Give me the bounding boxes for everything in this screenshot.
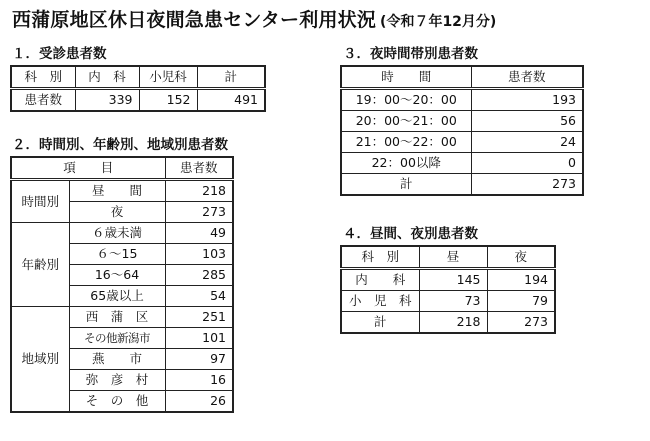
item-cell: そ の 他 bbox=[69, 391, 165, 413]
section-3-heading: ３．夜時間帯別患者数 bbox=[343, 46, 478, 62]
total-label: 計 bbox=[341, 174, 471, 196]
section-1-heading: １．受診患者数 bbox=[12, 46, 107, 62]
value-cell: 152 bbox=[139, 89, 197, 112]
header-cell: 計 bbox=[197, 66, 265, 89]
value-cell: 56 bbox=[471, 111, 583, 132]
header-cell: 時 間 bbox=[341, 66, 471, 89]
item-cell: 65歳以上 bbox=[69, 286, 165, 307]
value-cell: 339 bbox=[75, 89, 139, 112]
value-cell: 54 bbox=[165, 286, 233, 307]
title-text: 西蒲原地区休日夜間急患センター利用状況 bbox=[12, 9, 377, 31]
total-row bbox=[341, 312, 555, 334]
group-label: 地域別 bbox=[11, 307, 69, 413]
item-cell: 西 蒲 区 bbox=[69, 307, 165, 328]
value-cell: 145 bbox=[419, 269, 487, 291]
table-row bbox=[11, 89, 265, 112]
value-cell: 218 bbox=[165, 180, 233, 202]
header-cell: 昼 bbox=[419, 246, 487, 269]
header-cell: 夜 bbox=[487, 246, 555, 269]
table-header-row bbox=[341, 246, 555, 269]
day-night-table bbox=[340, 245, 556, 334]
outpatient-count-table bbox=[10, 65, 266, 112]
item-cell: 燕 市 bbox=[69, 349, 165, 370]
table-row bbox=[341, 291, 555, 312]
table-row bbox=[11, 307, 233, 328]
item-cell: 夜 bbox=[69, 202, 165, 223]
value-cell: 24 bbox=[471, 132, 583, 153]
time-cell: 22：00以降 bbox=[341, 153, 471, 174]
table-row bbox=[11, 223, 233, 244]
value-cell: 251 bbox=[165, 307, 233, 328]
value-cell: 97 bbox=[165, 349, 233, 370]
value-cell: 16 bbox=[165, 370, 233, 391]
table-row bbox=[341, 111, 583, 132]
department-cell: 小 児 科 bbox=[341, 291, 419, 312]
table-row bbox=[341, 89, 583, 111]
section-4-heading: ４．昼間、夜別患者数 bbox=[343, 226, 478, 242]
department-cell: 内 科 bbox=[341, 269, 419, 291]
group-label: 時間別 bbox=[11, 180, 69, 223]
value-cell: 26 bbox=[165, 391, 233, 413]
value-cell: 49 bbox=[165, 223, 233, 244]
period-text: (令和７年12月分) bbox=[380, 14, 497, 30]
table-row bbox=[341, 132, 583, 153]
total-value: 273 bbox=[487, 312, 555, 334]
total-row bbox=[341, 174, 583, 196]
header-cell: 患者数 bbox=[471, 66, 583, 89]
group-label: 年齢別 bbox=[11, 223, 69, 307]
item-cell: 昼 間 bbox=[69, 180, 165, 202]
header-cell: 内 科 bbox=[75, 66, 139, 89]
item-cell: その他新潟市 bbox=[69, 328, 165, 349]
time-cell: 19：00～20：00 bbox=[341, 89, 471, 111]
total-value: 273 bbox=[471, 174, 583, 196]
header-cell: 小児科 bbox=[139, 66, 197, 89]
value-cell: 79 bbox=[487, 291, 555, 312]
item-cell: 弥 彦 村 bbox=[69, 370, 165, 391]
value-cell: 285 bbox=[165, 265, 233, 286]
value-cell: 0 bbox=[471, 153, 583, 174]
item-cell: ６～15 bbox=[69, 244, 165, 265]
table-header-row bbox=[11, 157, 233, 180]
value-cell: 193 bbox=[471, 89, 583, 111]
breakdown-table bbox=[10, 156, 234, 413]
time-cell: 21：00～22：00 bbox=[341, 132, 471, 153]
item-cell: ６歳未満 bbox=[69, 223, 165, 244]
table-header-row bbox=[11, 66, 265, 89]
value-cell: 73 bbox=[419, 291, 487, 312]
page-title bbox=[12, 5, 496, 32]
table-row bbox=[341, 269, 555, 291]
value-cell: 101 bbox=[165, 328, 233, 349]
value-cell: 194 bbox=[487, 269, 555, 291]
row-label: 患者数 bbox=[11, 89, 75, 112]
value-cell: 103 bbox=[165, 244, 233, 265]
value-cell: 491 bbox=[197, 89, 265, 112]
header-cell: 科 別 bbox=[341, 246, 419, 269]
total-value: 218 bbox=[419, 312, 487, 334]
table-header-row bbox=[341, 66, 583, 89]
table-row bbox=[11, 180, 233, 202]
header-cell: 患者数 bbox=[165, 157, 233, 180]
section-2-heading: ２．時間別、年齢別、地域別患者数 bbox=[12, 137, 228, 153]
header-cell: 科 別 bbox=[11, 66, 75, 89]
item-cell: 16～64 bbox=[69, 265, 165, 286]
night-time-table bbox=[340, 65, 584, 196]
value-cell: 273 bbox=[165, 202, 233, 223]
time-cell: 20：00～21：00 bbox=[341, 111, 471, 132]
total-label: 計 bbox=[341, 312, 419, 334]
header-cell: 項 目 bbox=[11, 157, 165, 180]
table-row bbox=[341, 153, 583, 174]
